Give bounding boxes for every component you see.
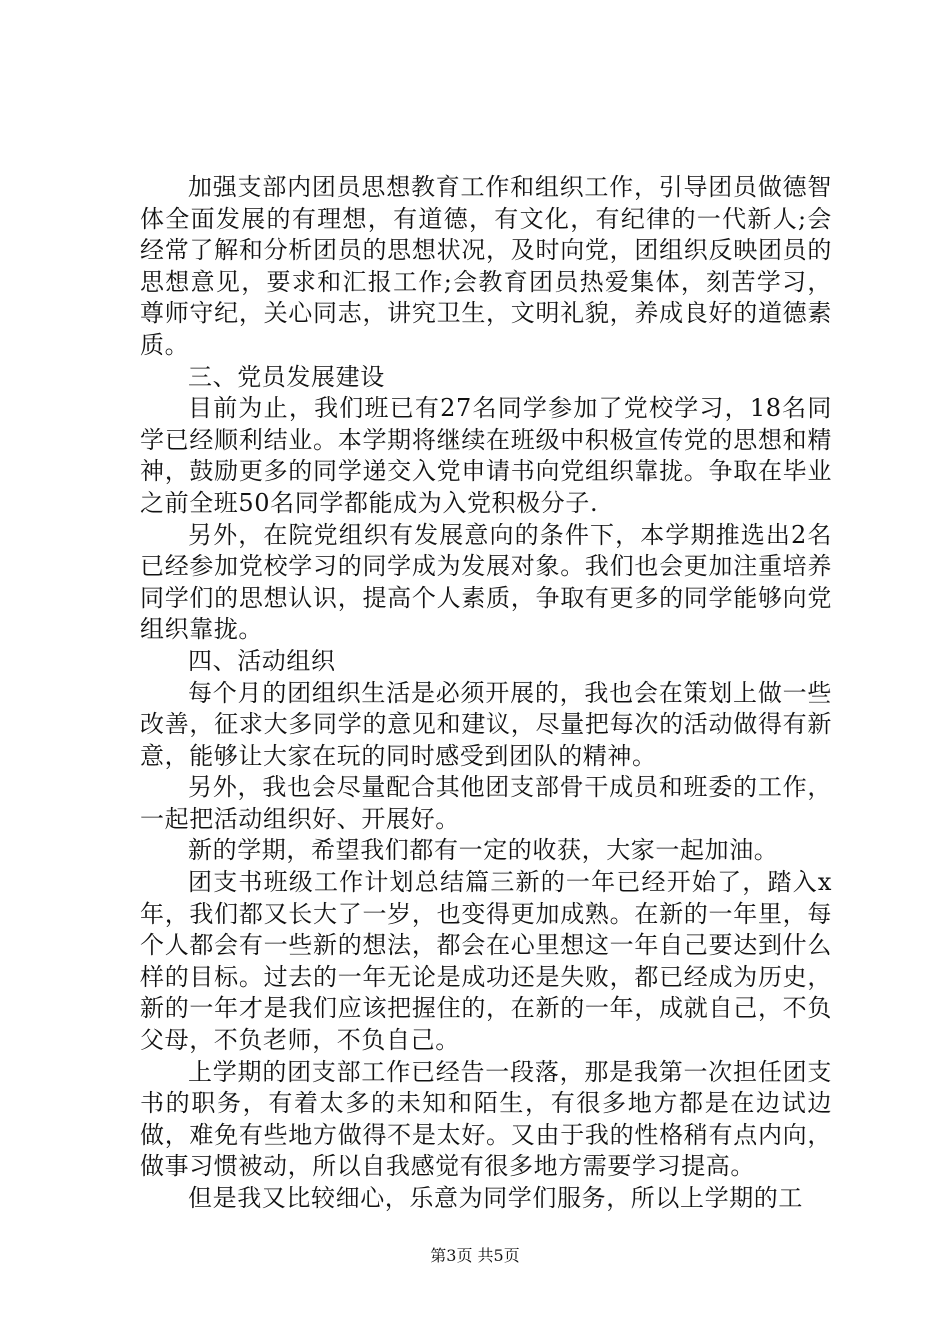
paragraph-monthly-activities: 每个月的团组织生活是必须开展的，我也会在策划上做一些改善，征求大多同学的意见和建议，尽量把每次的活动做得有新意，能够让大家在玩的同时感受到团队的精神。 (140, 678, 832, 770)
paragraph-last-semester: 上学期的团支部工作已经告一段落，那是我第一次担任团支书的职务，有着太多的未知和陌生，有很多地方都是在边试边做，难免有些地方做得不是太好。又由于我的性格稍有点内向，做事习惯被动，所以自我感觉有很多地方需要学习提高。 (140, 1057, 832, 1181)
paragraph-cooperation: 另外，我也会尽量配合其他团支部骨干成员和班委的工作，一起把活动组织好、开展好。 (140, 773, 832, 833)
section-heading-4: 四、活动组织 (188, 646, 336, 675)
section-heading-3: 三、党员发展建设 (188, 362, 385, 391)
paragraph-development-targets: 另外，在院党组织有发展意向的条件下，本学期推选出2名已经参加党校学习的同学成为发展对象。我们也会更加注重培养同学们的思想认识，提高个人素质，争取有更多的同学能够向党组织靠拢。 (140, 520, 832, 644)
page-footer: 第3页 共5页 (430, 1246, 520, 1265)
paragraph-intro: 加强支部内团员思想教育工作和组织工作，引导团员做德智体全面发展的有理想，有道德，有文化，有纪律的一代新人;会经常了解和分析团员的思想状况，及时向党，团组织反映团员的思想意见，要求和汇报工作;会教育团员热爱集体，刻苦学习，尊师守纪，关心同志，讲究卫生，文明礼貌，养成良好的道德素质。 (140, 173, 832, 359)
paragraph-part-three-intro: 团支书班级工作计划总结篇三新的一年已经开始了，踏入x年，我们都又长大了一岁，也变得更加成熟。在新的一年里，每个人都会有一些新的想法，都会在心里想这一年自己要达到什么样的目标。过去的一年无论是成功还是失败，都已经成为历史，新的一年才是我们应该把握住的，在新的一年，成就自己，不负父母，不负老师，不负自己。 (140, 868, 832, 1055)
document-body (140, 172, 832, 1215)
paragraph-new-semester: 新的学期，希望我们都有一定的收获，大家一起加油。 (188, 836, 779, 865)
paragraph-continuation: 但是我又比较细心，乐意为同学们服务，所以上学期的工 (188, 1184, 803, 1212)
paragraph-party-members: 目前为止，我们班已有27名同学参加了党校学习，18名同学已经顺利结业。本学期将继续在班级中积极宣传党的思想和精神，鼓励更多的同学递交入党申请书向党组织靠拢。争取在毕业之前全班50名同学都能成为入党积极分子. (140, 394, 832, 517)
